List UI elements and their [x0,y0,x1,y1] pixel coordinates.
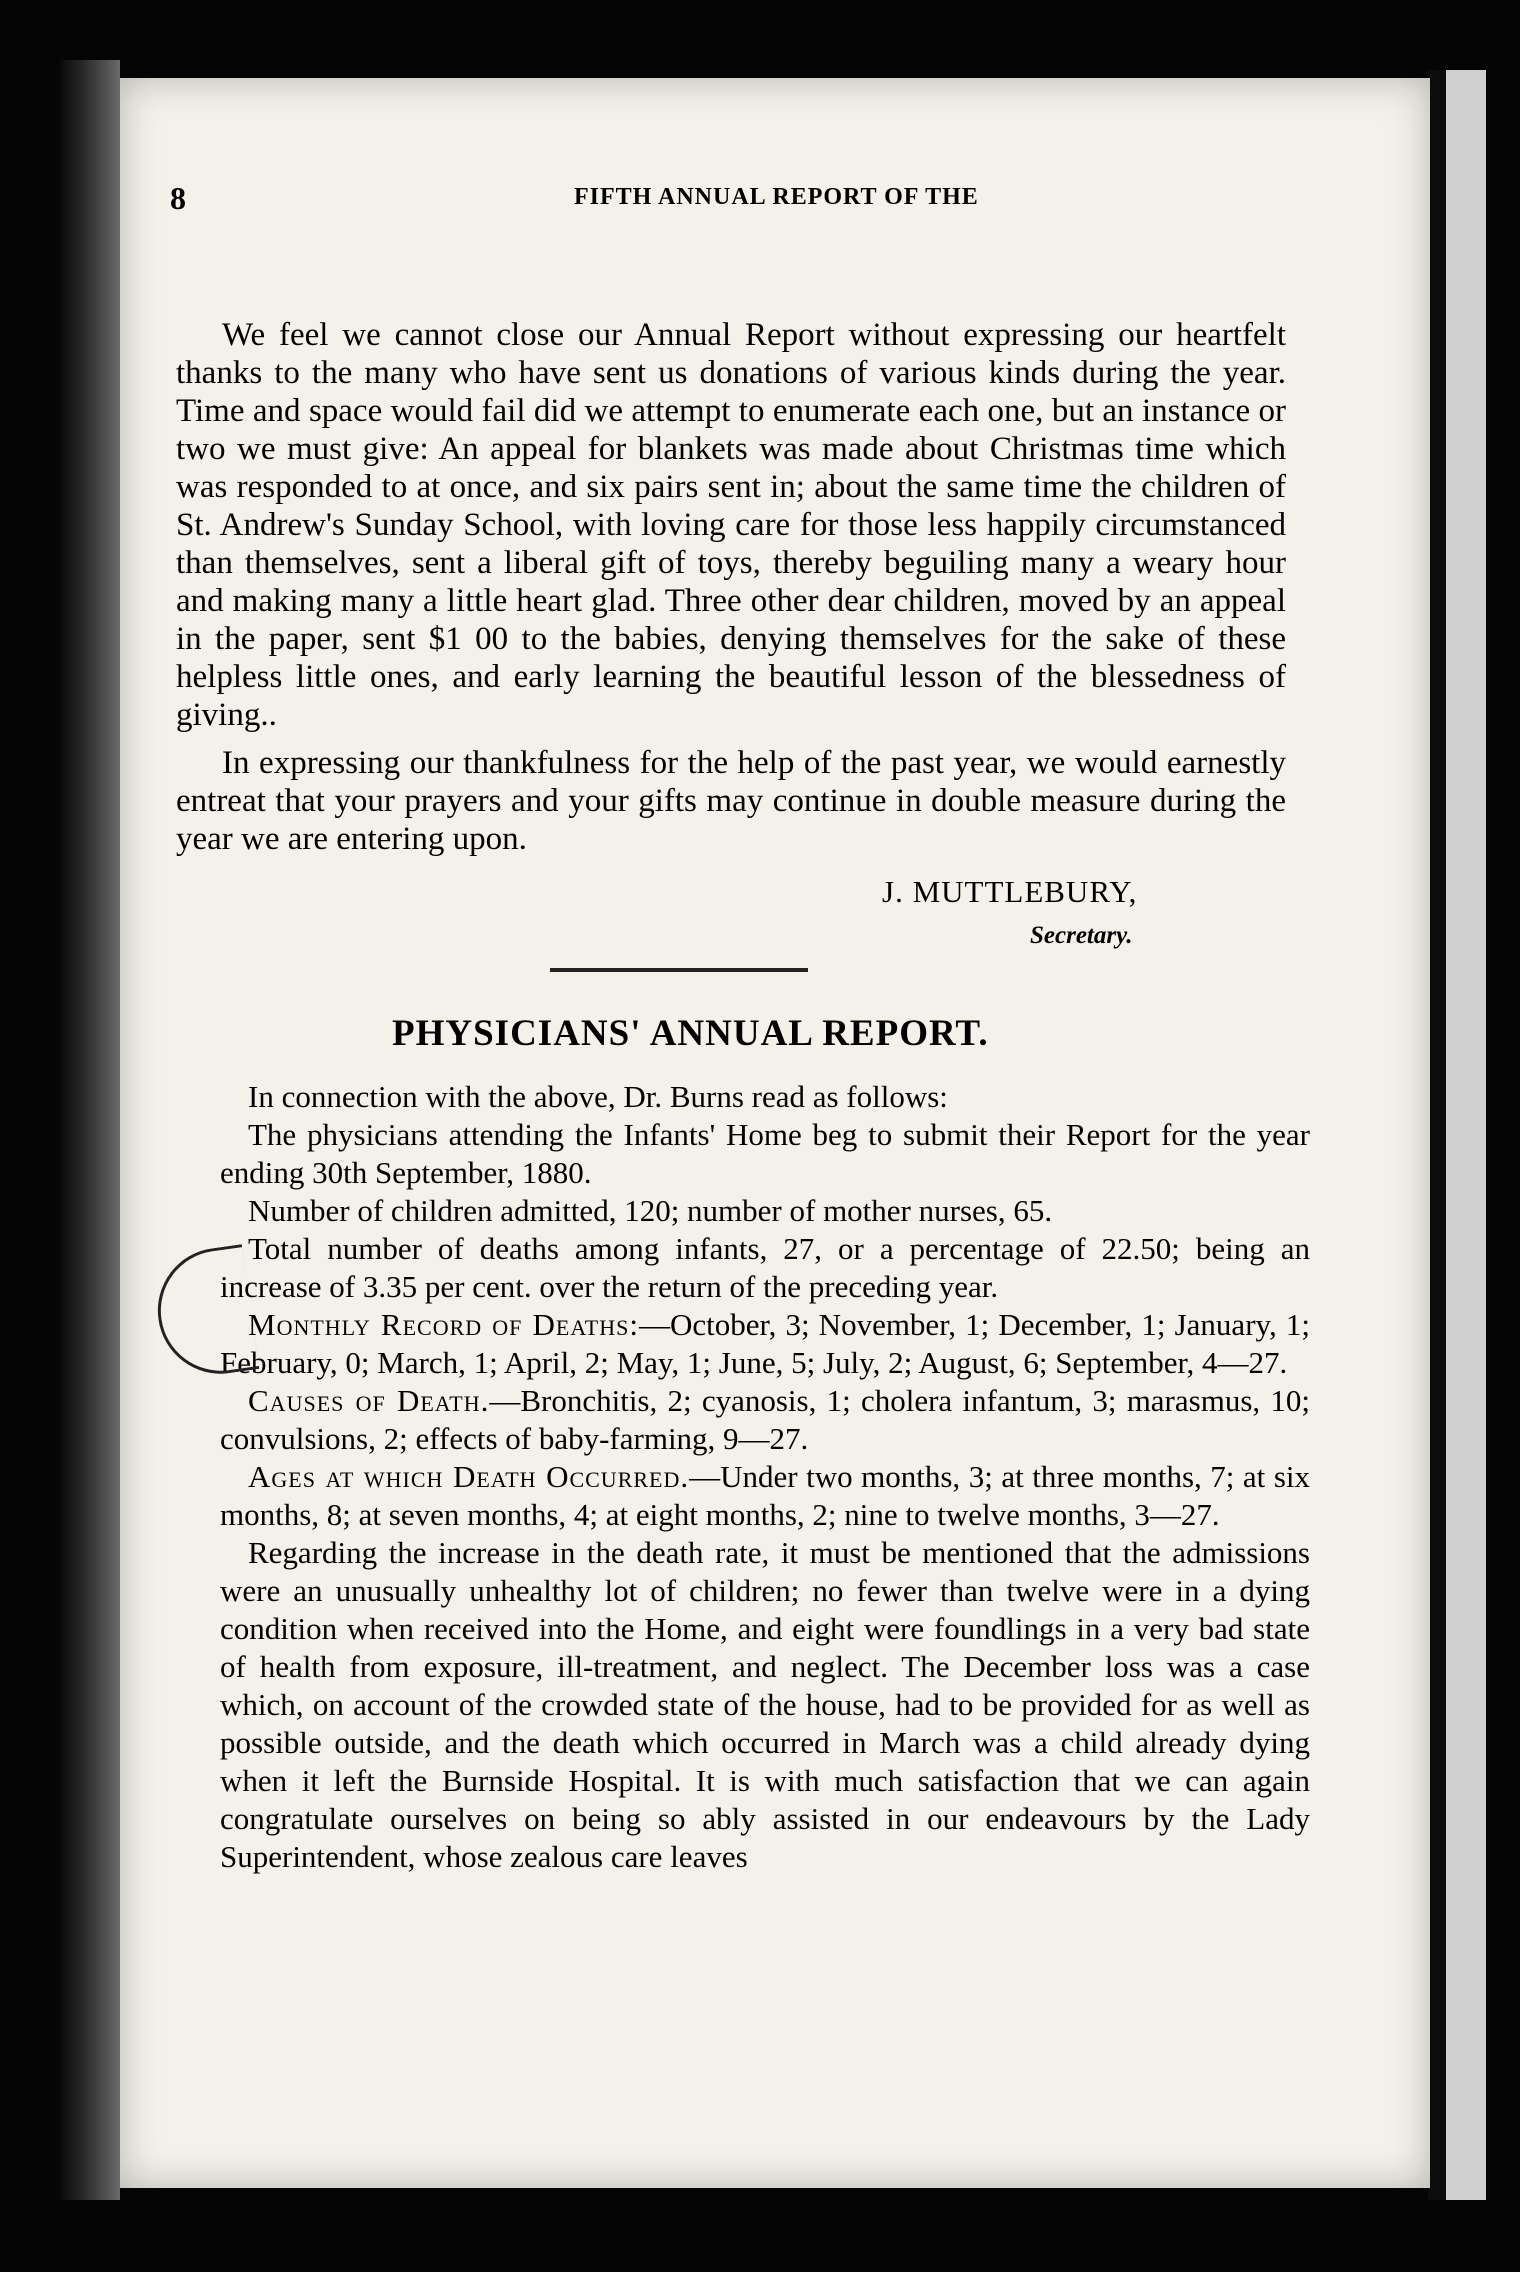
intro-text [176,316,1286,858]
report-paragraph: The physicians attending the Infants' Home beg to submit their Report for the year ending 30th September, 1880. [220,1117,1310,1190]
running-head: FIFTH ANNUAL REPORT OF THE [574,184,979,210]
intro-paragraph: In expressing our thankfulness for the help of the past year, we would earnestly entreat that your prayers and your gifts may continue in double measure during the year we are entering upon. [176,745,1286,857]
report-paragraph: Total number of deaths among infants, 27, or a percentage of 22.50; being an increase of 3.35 per cent. over the return of the preceding year. [220,1231,1310,1304]
report-paragraph: Ages at which Death Occurred.—Under two months, 3; at three months, 7; at six months, 8; at seven months, 4; at eight months, 2; nine to twelve months, 3—27. [220,1459,1310,1532]
book-binding-edge [60,60,120,2200]
page-edge-shadow [1428,70,1446,2200]
paragraph-lead: Monthly Record of Deaths: [248,1307,639,1342]
page-number: 8 [170,180,187,216]
report-paragraph: Causes of Death.—Bronchitis, 2; cyanosis, 1; cholera infantum, 3; marasmus, 10; convulsions, 2; effects of baby-farming, 9—27. [220,1383,1310,1456]
paragraph-lead: Causes of Death. [248,1383,490,1418]
report-paragraph: Number of children admitted, 120; number of mother nurses, 65. [248,1193,1053,1228]
report-paragraph: In connection with the above, Dr. Burns read as follows: [248,1079,948,1114]
intro-paragraph: We feel we cannot close our Annual Report without expressing our heartfelt thanks to the many who have sent us donations of various kinds during the year. Time and space would fail did we attempt to enumerate each one, but an instance or two we must give: An appeal for blankets was made about Christmas time which was responded to at once, and six pairs sent in; about the same time the children of St. Andrew's Sunday School, with loving care for those less happily circumstanced than themselves, sent a liberal gift of toys, thereby beguiling many a weary hour and making many a little heart glad. Three other dear children, moved by an appeal in the paper, sent $1 00 to the babies, denying themselves for the sake of these helpless little ones, and early learning the beautiful lesson of the blessedness of giving.. [176,317,1286,733]
page-header [170,180,1270,240]
paragraph-lead: Ages at which Death Occurred. [248,1459,690,1494]
scan-margin-strip [1446,70,1486,2200]
physicians-report-text [220,1078,1310,1876]
report-paragraph: Monthly Record of Deaths:—October, 3; November, 1; December, 1; January, 1; February, 0; March, 1; April, 2; May, 1; June, 5; July, 2; August, 6; September, 4—27. [220,1307,1310,1380]
report-paragraph: Regarding the increase in the death rate, it must be mentioned that the admissions were an unusually unhealthy lot of children; no fewer than twelve were in a dying condition when received into the Home, and eight were foundlings in a very bad state of health from exposure, ill-treatment, and neglect. The December loss was a case which, on account of the crowded state of the house, had to be provided for as well as possible outside, and the death which occurred in March was a child already dying when it left the Burnside Hospital. It is with much satisfaction that we can again congratulate ourselves on being so ably assisted in our endeavours by the Lady Superintendent, whose zealous care leaves [220,1535,1310,1874]
section-divider [550,968,808,972]
signature-title: Secretary. [1030,922,1133,949]
section-title: PHYSICIANS' ANNUAL REPORT. [392,1013,989,1054]
signature-name: J. MUTTLEBURY, [882,874,1138,909]
